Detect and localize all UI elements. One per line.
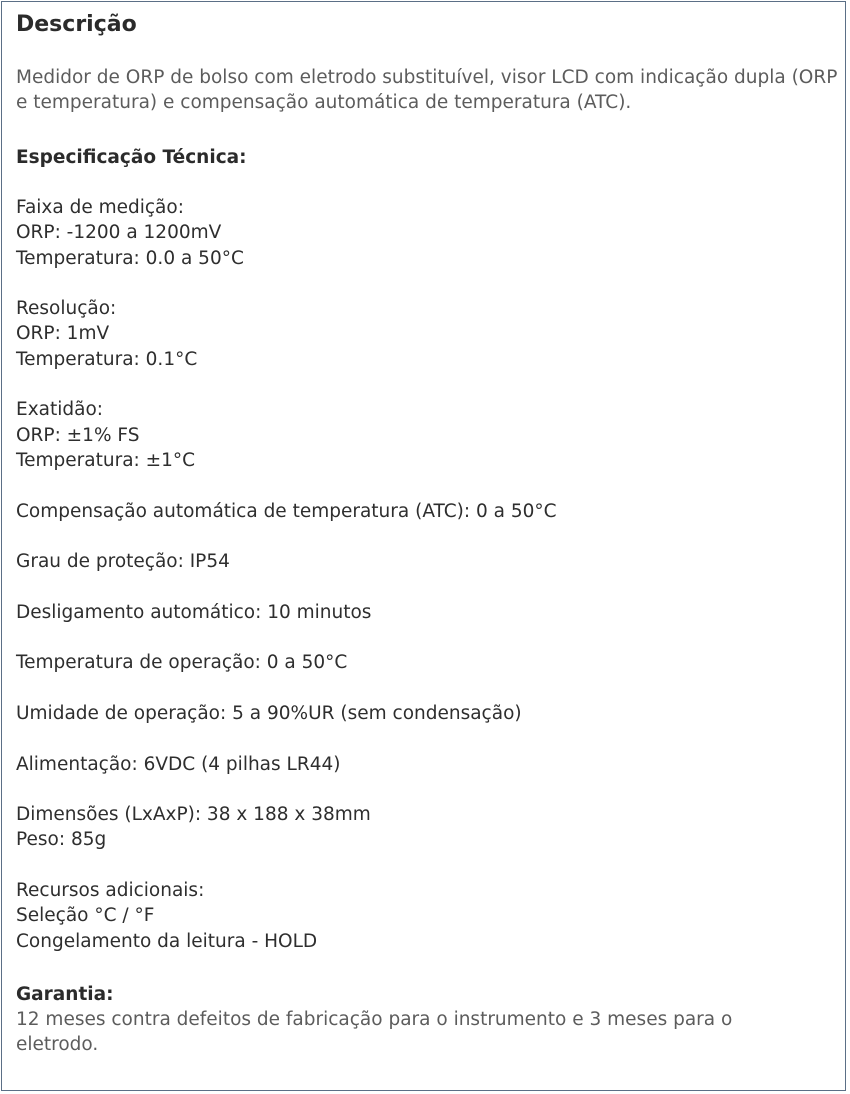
- spec-line: Faixa de medição:: [16, 197, 184, 218]
- spec-line: ORP: -1200 a 1200mV: [16, 222, 222, 244]
- spec-line: Exatidão:: [16, 399, 103, 421]
- spec-line: Dimensões (LxAxP): 38 x 188 x 38mm: [16, 804, 371, 826]
- spec-list: [16, 195, 557, 979]
- spec-line: Desligamento automático: 10 minutos: [16, 601, 372, 623]
- spec-group: [16, 296, 557, 372]
- spec-line: Recursos adicionais:: [16, 880, 205, 902]
- spec-line: Temperatura: 0.1°C: [16, 348, 198, 370]
- spec-group: [16, 499, 557, 524]
- spec-line: Compensação automática de temperatura (ATC): 0 a 50°C: [16, 500, 557, 522]
- spec-group: [16, 549, 557, 574]
- product-intro: Medidor de ORP de bolso com eletrodo substituível, visor LCD com indicação dupla (ORP e temperatura) e compensação automática de temperatura (ATC).: [16, 67, 838, 113]
- spec-line: Grau de proteção: IP54: [16, 551, 230, 573]
- spec-line: Temperatura de operação: 0 a 50°C: [16, 652, 348, 674]
- spec-heading: Especificação Técnica:: [16, 147, 247, 168]
- spec-line: Temperatura: 0.0 a 50°C: [16, 247, 244, 269]
- spec-group: [16, 701, 557, 726]
- spec-group: [16, 600, 557, 625]
- spec-group: [16, 195, 557, 271]
- spec-line: Peso: 85g: [16, 829, 107, 851]
- spec-group: [16, 878, 557, 954]
- section-title: Descrição: [16, 12, 137, 37]
- spec-line: Resolução:: [16, 298, 117, 320]
- spec-group: [16, 650, 557, 675]
- warranty-text: 12 meses contra defeitos de fabricação para o instrumento e 3 meses para o eletrodo.: [16, 1009, 733, 1055]
- spec-line: Temperatura: ±1°C: [16, 449, 196, 471]
- spec-group: [16, 802, 557, 853]
- spec-group: [16, 752, 557, 777]
- spec-line: Congelamento da leitura - HOLD: [16, 930, 318, 952]
- spec-line: Umidade de operação: 5 a 90%UR (sem condensação): [16, 702, 522, 724]
- spec-line: ORP: 1mV: [16, 323, 110, 345]
- spec-line: Alimentação: 6VDC (4 pilhas LR44): [16, 753, 341, 775]
- warranty-heading: Garantia:: [16, 984, 114, 1005]
- description-panel: [1, 1, 846, 1091]
- spec-group: [16, 397, 557, 473]
- spec-line: ORP: ±1% FS: [16, 424, 140, 446]
- spec-line: Seleção °C / °F: [16, 905, 155, 927]
